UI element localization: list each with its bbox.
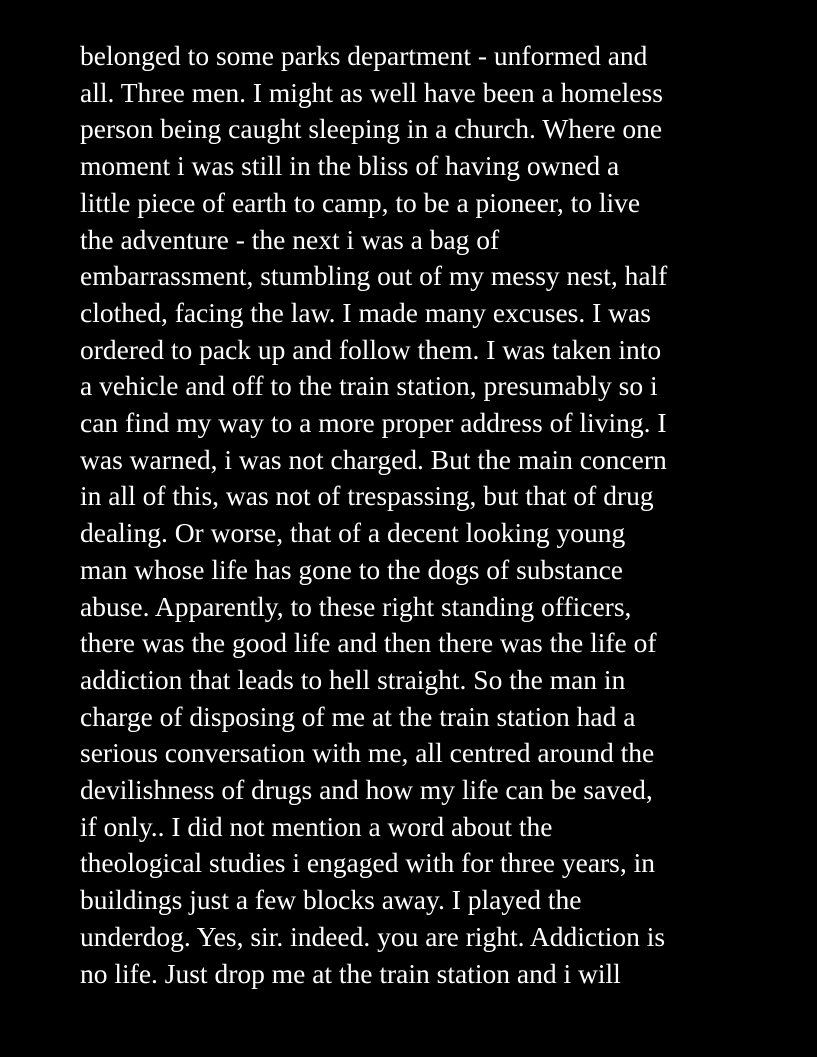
- text-line: abuse. Apparently, to these right standing officers,: [80, 590, 632, 622]
- text-line: no life. Just drop me at the train station and i will: [80, 957, 621, 989]
- text-line: there was the good life and then there was the life of: [80, 627, 657, 659]
- text-line: moment i was still in the bliss of having owned a: [80, 150, 620, 182]
- text-line: theological studies i engaged with for three years, in: [80, 847, 656, 879]
- text-line: the adventure - the next i was a bag of: [80, 223, 500, 255]
- text-line: little piece of earth to camp, to be a pioneer, to live: [80, 186, 641, 218]
- text-line: devilishness of drugs and how my life can be saved,: [80, 774, 653, 806]
- text-line: in all of this, was not of trespassing, but that of drug: [80, 480, 654, 512]
- text-line: was warned, i was not charged. But the main concern: [80, 443, 667, 475]
- text-line: underdog. Yes, sir. indeed. you are right. Addiction is: [80, 920, 666, 952]
- body-text: [80, 38, 790, 992]
- text-line: person being caught sleeping in a church. Where one: [80, 113, 663, 145]
- text-line: can find my way to a more proper address of living. I: [80, 407, 667, 439]
- text-line: charge of disposing of me at the train station had a: [80, 700, 636, 732]
- text-line: addiction that leads to hell straight. So the man in: [80, 663, 626, 695]
- text-line: buildings just a few blocks away. I played the: [80, 884, 582, 916]
- text-line: serious conversation with me, all centred around the: [80, 737, 655, 769]
- text-line: a vehicle and off to the train station, presumably so i: [80, 370, 658, 402]
- text-line: dealing. Or worse, that of a decent looking young: [80, 517, 626, 549]
- text-line: belonged to some parks department - unformed and: [80, 40, 648, 71]
- text-line: ordered to pack up and follow them. I was taken into: [80, 333, 662, 365]
- text-line: all. Three men. I might as well have been a homeless: [80, 76, 663, 108]
- text-line: man whose life has gone to the dogs of substance: [80, 553, 624, 585]
- text-line: if only.. I did not mention a word about the: [80, 810, 553, 842]
- text-line: clothed, facing the law. I made many excuses. I was: [80, 296, 651, 328]
- text-line: embarrassment, stumbling out of my messy nest, half: [80, 260, 668, 292]
